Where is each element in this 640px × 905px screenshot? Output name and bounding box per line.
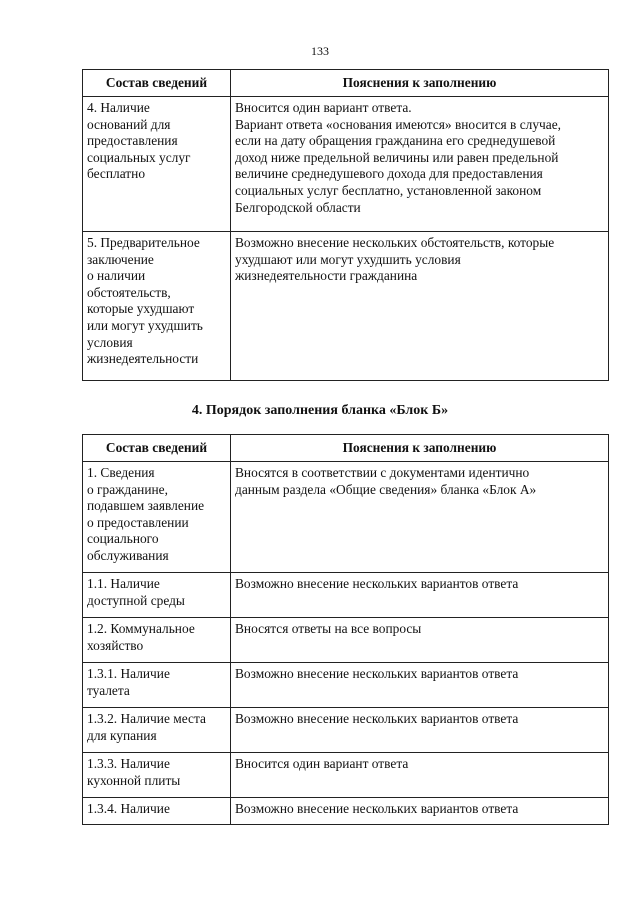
section-heading: 4. Порядок заполнения бланка «Блок Б» bbox=[191, 403, 449, 418]
page-number: 133 bbox=[311, 44, 329, 58]
table-row bbox=[83, 708, 609, 753]
table-header-row bbox=[83, 435, 609, 462]
table-row bbox=[83, 618, 609, 663]
table-cell-explanation bbox=[231, 708, 609, 753]
table-row bbox=[83, 798, 609, 825]
table-cell-item bbox=[83, 798, 231, 825]
item-text: 1.3.4. Наличие bbox=[87, 801, 170, 816]
table-cell-item bbox=[83, 232, 231, 381]
table-row bbox=[83, 462, 609, 573]
explanation-text: Вносится один вариант ответа bbox=[235, 756, 409, 771]
item-text: 1.3.3. Наличие кухонной плиты bbox=[87, 756, 181, 788]
item-text: 1.2. Коммунальное хозяйство bbox=[87, 621, 195, 653]
item-text: 5. Предварительное заключение о наличии обстоятельств, которые ухудшают или могут ухудшить условия жизнедеятельности bbox=[87, 235, 203, 367]
item-text: 1.1. Наличие доступной среды bbox=[87, 576, 185, 608]
column-header-composition: Состав сведений bbox=[83, 70, 231, 97]
table-cell-item bbox=[83, 753, 231, 798]
table-cell-explanation bbox=[231, 232, 609, 381]
explanation-text: Вносится один вариант ответа. Вариант ответа «основания имеются» вносится в случае, если на дату обращения гражданина его среднедушевой доход ниже предельной величины или равен предельной величине среднедушевого дохода для предоставления социальных услуг бесплатно, установленной законом Белгородской области bbox=[235, 100, 561, 215]
table-cell-item bbox=[83, 663, 231, 708]
table-row bbox=[83, 232, 609, 381]
table-row bbox=[83, 663, 609, 708]
table-row bbox=[83, 753, 609, 798]
item-text: 1.3.1. Наличие туалета bbox=[87, 666, 170, 698]
table-cell-item bbox=[83, 573, 231, 618]
instructions-table-2 bbox=[82, 434, 609, 825]
item-text: 1.3.2. Наличие места для купания bbox=[87, 711, 206, 743]
explanation-text: Возможно внесение нескольких обстоятельств, которые ухудшают или могут ухудшить условия жизнедеятельности гражданина bbox=[235, 235, 555, 284]
item-text: 4. Наличие оснований для предоставления социальных услуг бесплатно bbox=[87, 100, 191, 182]
table-cell-explanation bbox=[231, 663, 609, 708]
table-cell-explanation bbox=[231, 573, 609, 618]
explanation-text: Возможно внесение нескольких вариантов ответа bbox=[235, 801, 519, 816]
column-header-explanations: Пояснения к заполнению bbox=[231, 435, 609, 462]
table-row bbox=[83, 573, 609, 618]
instructions-table-1 bbox=[82, 69, 609, 381]
table-row bbox=[83, 97, 609, 232]
table-cell-explanation bbox=[231, 753, 609, 798]
explanation-text: Возможно внесение нескольких вариантов ответа bbox=[235, 711, 519, 726]
item-text: 1. Сведения о гражданине, подавшем заявление о предоставлении социального обслуживания bbox=[87, 465, 205, 563]
table-cell-item bbox=[83, 618, 231, 663]
table-header-row bbox=[83, 70, 609, 97]
table-cell-explanation bbox=[231, 97, 609, 232]
table-cell-item bbox=[83, 708, 231, 753]
column-header-explanations: Пояснения к заполнению bbox=[231, 70, 609, 97]
table-cell-explanation bbox=[231, 798, 609, 825]
explanation-text: Вносятся в соответствии с документами идентично данным раздела «Общие сведения» бланка «Блок А» bbox=[235, 465, 537, 497]
table-cell-explanation bbox=[231, 462, 609, 573]
explanation-text: Вносятся ответы на все вопросы bbox=[235, 621, 422, 636]
explanation-text: Возможно внесение нескольких вариантов ответа bbox=[235, 666, 519, 681]
table-cell-explanation bbox=[231, 618, 609, 663]
table-cell-item bbox=[83, 97, 231, 232]
column-header-composition: Состав сведений bbox=[83, 435, 231, 462]
table-cell-item bbox=[83, 462, 231, 573]
explanation-text: Возможно внесение нескольких вариантов ответа bbox=[235, 576, 519, 591]
